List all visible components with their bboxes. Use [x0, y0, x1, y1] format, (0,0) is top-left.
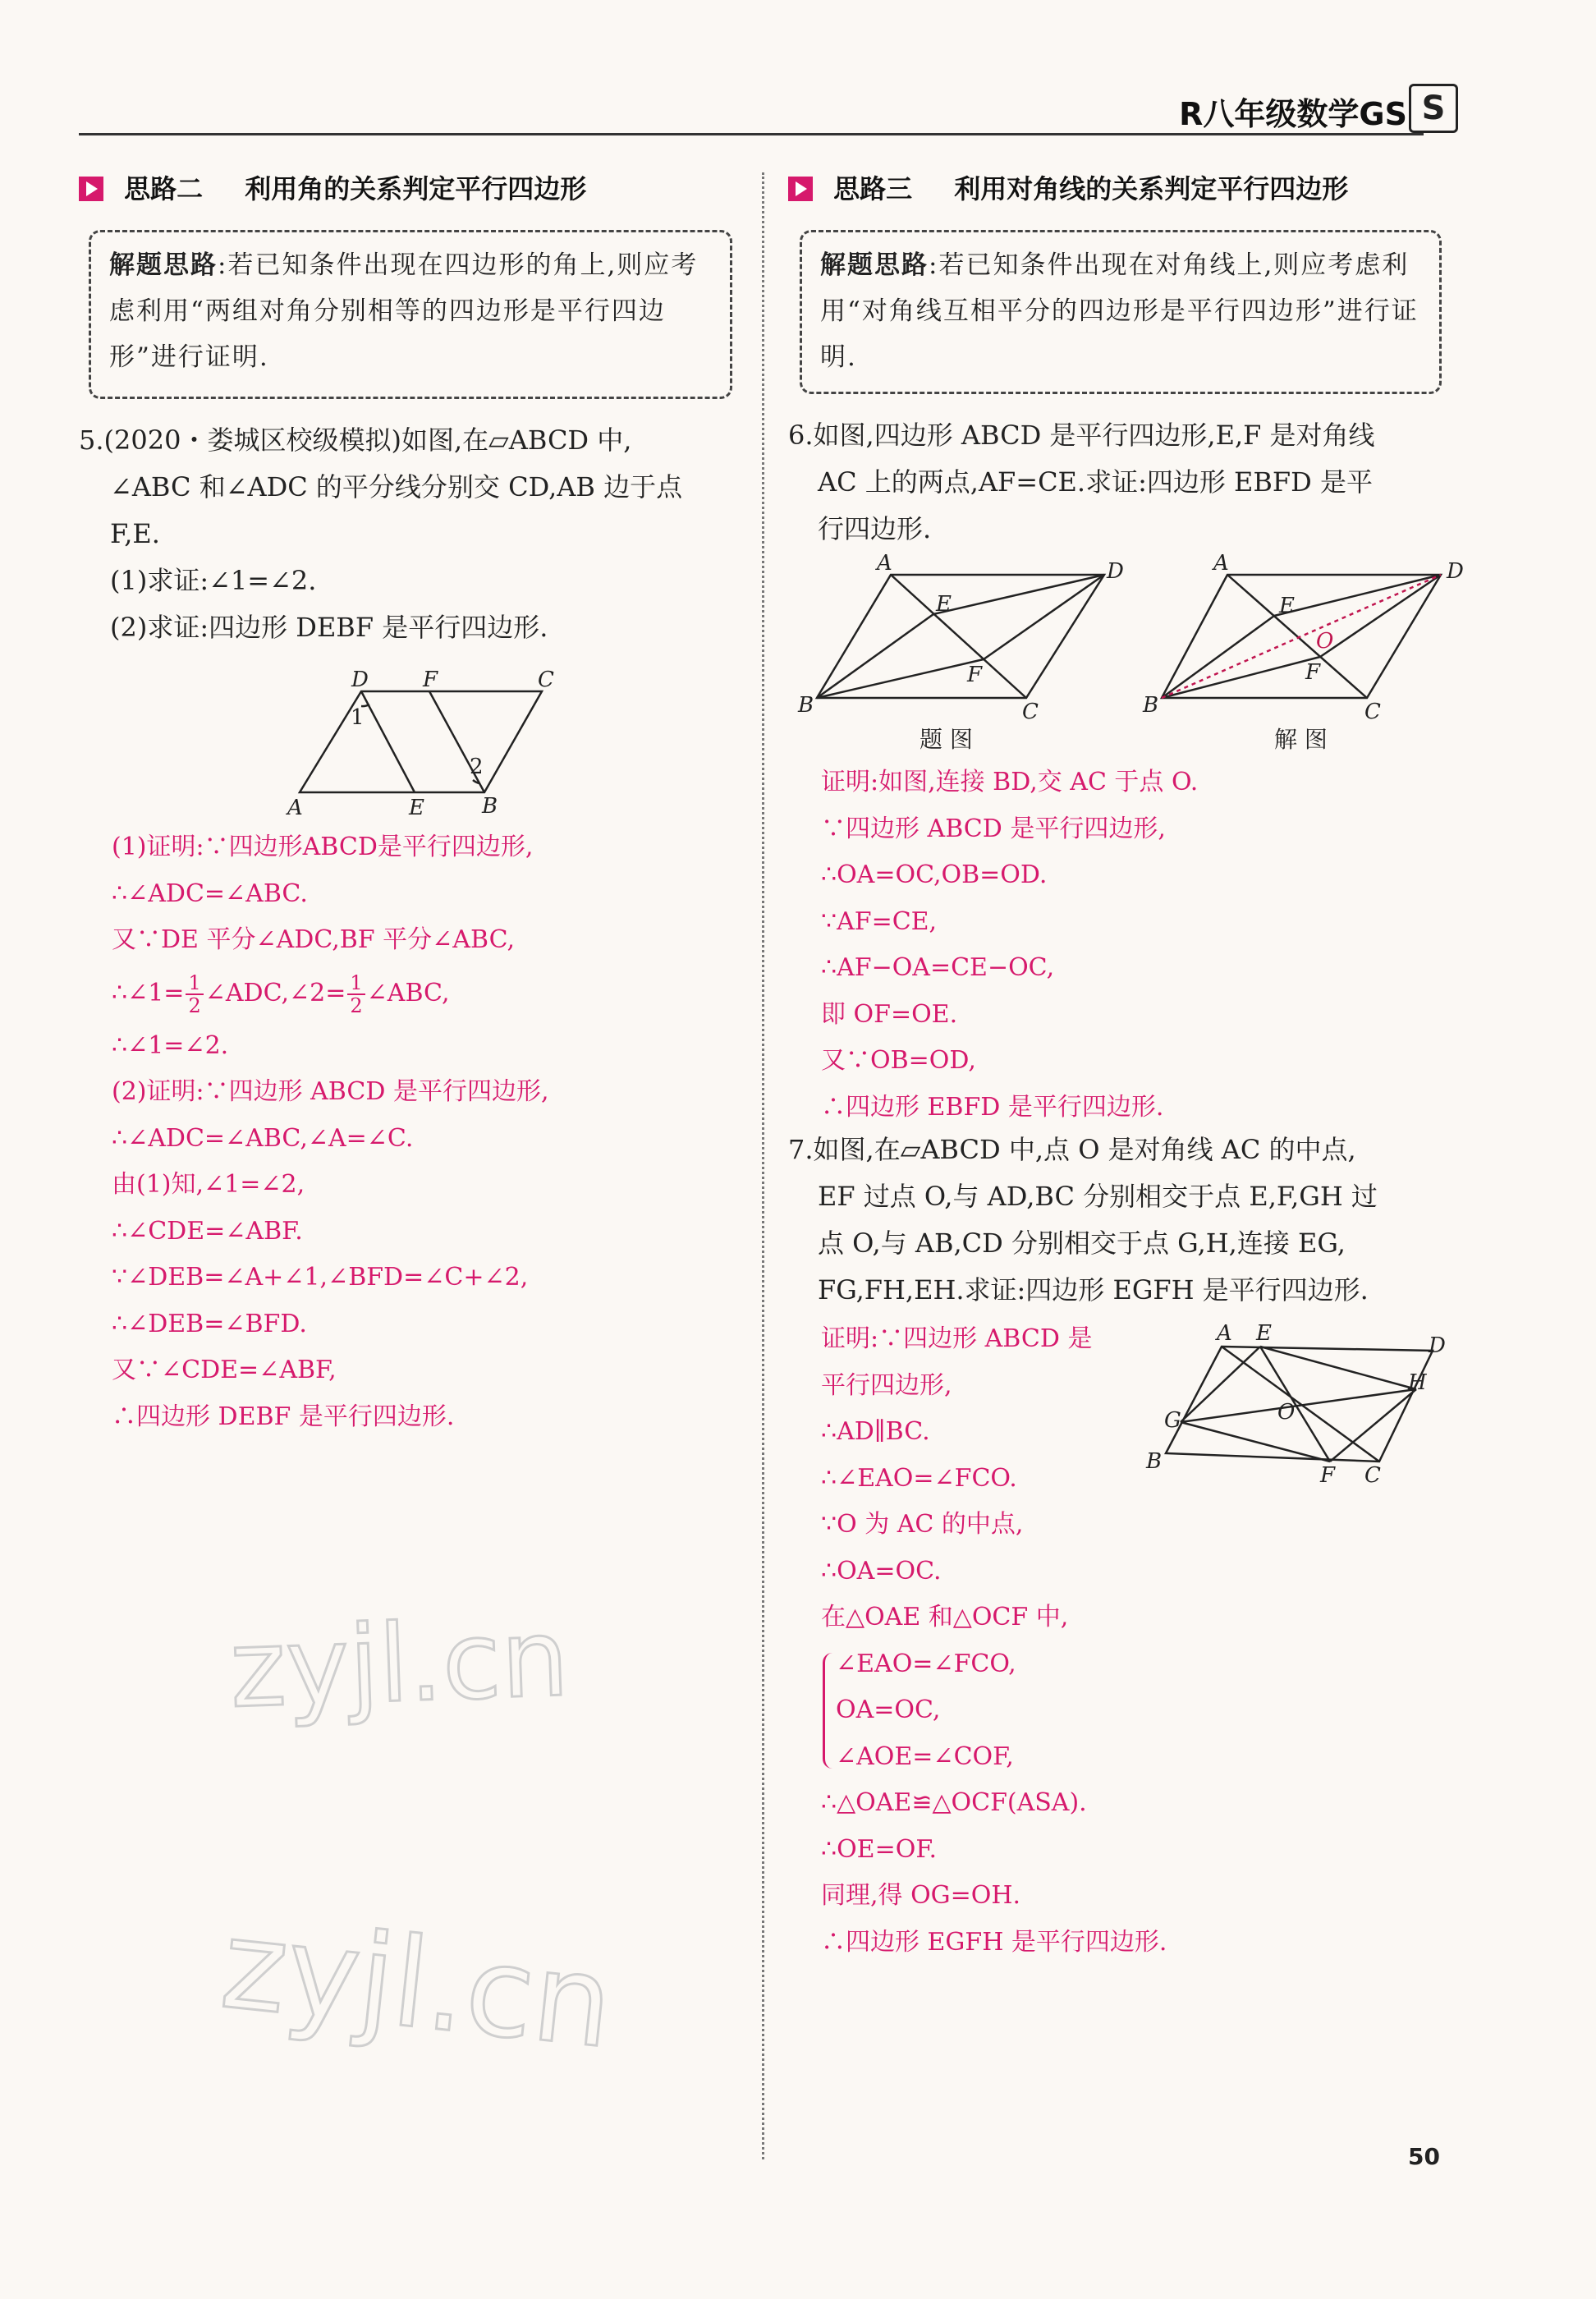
tip-text: :若已知条件出现在四边形的角上,则应考虑利用“两组对角分别相等的四边形是平行四边形”进行证明. [109, 250, 699, 372]
caption-problem-figure: 题 图 [920, 726, 973, 753]
segment-fd [1320, 575, 1441, 657]
answer-line: 由(1)知,∠1=∠2, [112, 1170, 305, 1199]
label-o: O [1277, 1400, 1296, 1425]
answer-line: ∴∠1=∠2. [112, 1030, 229, 1060]
figure-q5 [279, 665, 558, 821]
answer-line: ∠EAO=∠FCO, [836, 1649, 1016, 1678]
q5-line: ∠ABC 和∠ADC 的平分线分别交 CD,AB 边于点 [110, 471, 683, 502]
fraction-half [186, 972, 203, 1016]
play-triangle-icon [788, 177, 813, 201]
label-c: C [1022, 700, 1039, 724]
answer-line: ∴四边形 EBFD 是平行四边形. [821, 1092, 1164, 1122]
answer-line: ∵四边形 ABCD 是平行四边形, [821, 814, 1166, 843]
answer-line: ∴AF−OA=CE−OC, [821, 953, 1055, 982]
play-triangle-icon [79, 177, 103, 201]
header-rule [79, 133, 1424, 135]
label-e: E [409, 796, 424, 820]
segment-bf [1162, 657, 1320, 698]
answer-line: ∵AF=CE, [821, 906, 938, 936]
parallelogram-abcd [300, 691, 542, 792]
answer-line: ∴∠EAO=∠FCO. [821, 1463, 1017, 1493]
label-c: C [538, 668, 554, 692]
answer-line: ∵∠DEB=∠A+∠1,∠BFD=∠C+∠2, [112, 1263, 529, 1292]
question-7 [788, 1127, 1461, 1314]
answer-line: 同理,得 OG=OH. [821, 1881, 1021, 1910]
answer-5 [112, 824, 752, 1440]
answer-line: ∴∠CDE=∠ABF. [112, 1216, 303, 1246]
label-a: A [877, 551, 892, 576]
book-title: R八年级数学GS [1179, 96, 1407, 132]
answer-line: ∴∠ADC=∠ABC,∠A=∠C. [112, 1123, 414, 1153]
section-number: 思路二 [124, 173, 204, 204]
segment-fd [984, 575, 1104, 659]
section-heading-2 [79, 168, 586, 206]
question-6 [788, 412, 1461, 553]
diagonal-ac [1227, 575, 1367, 698]
label-e: E [1279, 594, 1295, 618]
frac-part: ∠ABC, [366, 978, 450, 1007]
label-b: B [798, 693, 814, 718]
tip-label: 解题思路 [109, 250, 218, 280]
caption-solution-figure: 解 图 [1274, 726, 1328, 753]
tip-text: :若已知条件出现在对角线上,则应考虑利用“对角线互相平分的四边形是平行四边形”进行证明. [820, 250, 1419, 372]
label-c: C [1364, 1463, 1381, 1488]
answer-line-fraction [112, 964, 752, 1023]
segment-bf [817, 659, 984, 698]
label-angle-1: 1 [351, 705, 365, 730]
answer-line: 证明:∵四边形 ABCD 是 [821, 1324, 1093, 1353]
q7-line: EF 过点 O,与 AD,BC 分别相交于点 E,F,GH 过 [818, 1181, 1378, 1212]
label-d: D [1107, 559, 1124, 584]
answer-7 [821, 1316, 1461, 1966]
parallelogram-abcd [1162, 575, 1441, 698]
answer-line: ∴AD∥BC. [821, 1417, 930, 1446]
segment-ed [1274, 575, 1441, 616]
segment-ed [933, 575, 1104, 614]
label-f: F [423, 668, 438, 692]
q5-line: 5.(2020・娄城区校级模拟)如图,在▱ABCD 中, [79, 424, 632, 456]
q7-line: FG,FH,EH.求证:四边形 EGFH 是平行四边形. [818, 1274, 1369, 1306]
label-angle-2: 2 [470, 755, 484, 779]
answer-line: 又∵∠CDE=∠ABF, [112, 1356, 337, 1384]
label-c: C [1364, 700, 1381, 724]
answer-line: 又∵DE 平分∠ADC,BF 平分∠ABC, [112, 925, 515, 954]
answer-line: ∴∠DEB=∠BFD. [112, 1309, 307, 1338]
frac-part: ∠ADC,∠2= [204, 978, 346, 1007]
q6-line: AC 上的两点,AF=CE.求证:四边形 EBFD 是平 [818, 466, 1373, 498]
diagonal-ac [891, 575, 1026, 698]
label-f: F [1320, 1463, 1336, 1488]
watermark: zyjl.cn [215, 1893, 619, 2076]
answer-line: ∴OA=OC,OB=OD. [821, 860, 1048, 889]
figure-q6-problem [788, 550, 1149, 755]
label-d: D [351, 668, 369, 692]
label-f: F [1305, 660, 1321, 685]
publisher-logo: S [1409, 84, 1458, 133]
answer-line: 证明:如图,连接 BD,交 AC 于点 O. [821, 768, 1199, 796]
label-e: E [936, 592, 952, 617]
page-number: 50 [1408, 2143, 1440, 2170]
frac-num: 1 [347, 972, 365, 995]
frac-den: 2 [350, 993, 363, 1017]
answer-6 [821, 759, 1461, 1131]
label-b: B [1143, 693, 1159, 718]
answer-line: ∴四边形 EGFH 是平行四边形. [821, 1927, 1167, 1957]
congruence-conditions [821, 1641, 1461, 1781]
answer-line: ∵O 为 AC 的中点, [821, 1510, 1024, 1539]
label-a: A [287, 796, 303, 820]
q7-line: 点 O,与 AB,CD 分别相交于点 G,H,连接 EG, [818, 1228, 1346, 1259]
answer-line: 在△OAE 和△OCF 中, [821, 1603, 1069, 1631]
label-e: E [1256, 1321, 1272, 1346]
answer-line: (2)证明:∵四边形 ABCD 是平行四边形, [112, 1077, 549, 1106]
fraction-half [347, 972, 365, 1016]
watermark: zyjl.cn [227, 1595, 571, 1732]
label-f: F [967, 663, 983, 687]
section-heading-3 [788, 168, 1348, 206]
answer-line: 平行四边形, [821, 1370, 952, 1400]
answer-line: ∴∠ADC=∠ABC. [112, 879, 308, 908]
parallelogram-abcd [817, 575, 1104, 698]
frac-den: 2 [188, 993, 201, 1017]
figure-q6-solution [1133, 550, 1478, 755]
segment-de [361, 691, 415, 792]
tip-box [800, 230, 1442, 394]
answer-line: ∠AOE=∠COF, [836, 1741, 1014, 1771]
tip-label: 解题思路 [820, 250, 929, 280]
label-o: O [1316, 629, 1334, 654]
section-title: 利用对角线的关系判定平行四边形 [954, 173, 1349, 204]
answer-line: ∴△OAE≌△OCF(ASA). [821, 1788, 1087, 1817]
dashed-diagonal-bd [1162, 575, 1441, 698]
label-g: G [1164, 1408, 1181, 1433]
q5-line: (2)求证:四边形 DEBF 是平行四边形. [110, 612, 548, 643]
segment-be [1162, 616, 1274, 698]
answer-line: (1)证明:∵四边形ABCD是平行四边形, [112, 833, 534, 861]
answer-line: OA=OC, [836, 1696, 941, 1724]
frac-part: ∴∠1= [112, 978, 185, 1007]
answer-line: ∴四边形 DEBF 是平行四边形. [112, 1402, 455, 1431]
label-b: B [1146, 1449, 1163, 1474]
answer-line: ∴OE=OF. [821, 1834, 937, 1864]
label-h: H [1408, 1370, 1427, 1395]
column-divider [762, 172, 764, 2159]
q5-line: (1)求证:∠1=∠2. [110, 565, 317, 596]
label-b: B [482, 794, 498, 819]
section-number: 思路三 [833, 173, 913, 204]
answer-line: 即 OF=OE. [821, 999, 958, 1029]
section-title: 利用角的关系判定平行四边形 [245, 173, 587, 204]
q6-line: 行四边形. [818, 513, 932, 544]
answer-line: ∴OA=OC. [821, 1556, 942, 1585]
label-a: A [1217, 1321, 1232, 1346]
label-d: D [1447, 559, 1464, 584]
question-5 [79, 417, 752, 651]
q5-line: F,E. [110, 518, 160, 549]
tip-box [89, 230, 732, 399]
frac-num: 1 [186, 972, 203, 995]
label-d: D [1429, 1333, 1446, 1358]
label-a: A [1213, 551, 1229, 576]
q7-line: 7.如图,在▱ABCD 中,点 O 是对角线 AC 的中点, [788, 1134, 1356, 1165]
q6-line: 6.如图,四边形 ABCD 是平行四边形,E,F 是对角线 [788, 420, 1375, 451]
answer-line: 又∵OB=OD, [821, 1046, 976, 1075]
